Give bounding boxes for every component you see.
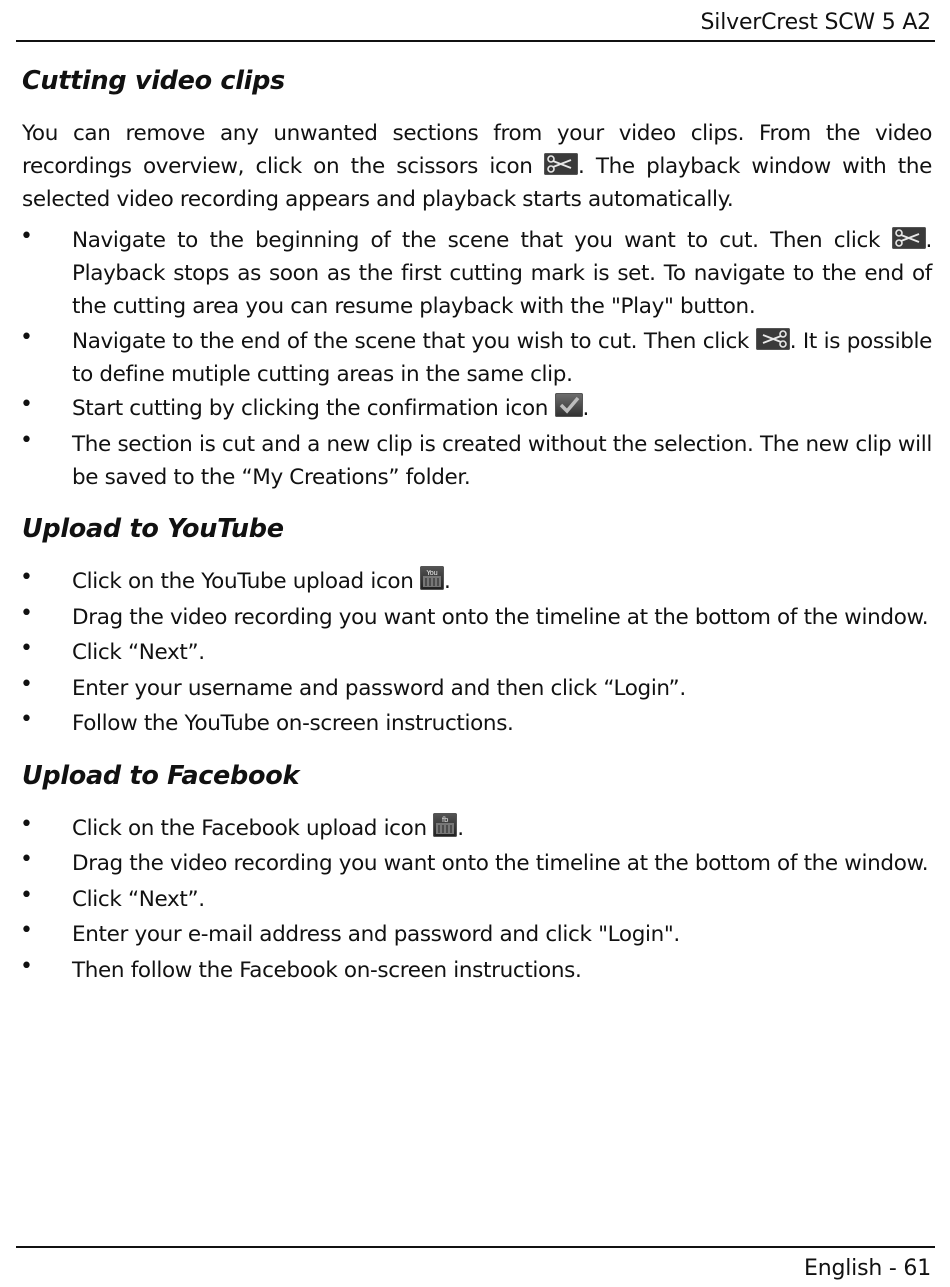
bullet — [20, 636, 30, 661]
bullet — [20, 918, 30, 943]
bullet — [20, 847, 30, 872]
bullet — [20, 812, 30, 837]
bullet — [20, 224, 30, 249]
scissors-icon — [892, 227, 926, 249]
section-title-facebook: Upload to Facebook — [22, 761, 300, 791]
facebook-upload-icon — [433, 813, 457, 837]
bullet — [20, 883, 30, 908]
page-number: English - 61 — [804, 1256, 931, 1281]
bullet — [20, 392, 30, 417]
svg-text:You: You — [426, 569, 438, 577]
checkmark-icon — [555, 393, 583, 417]
page-footer — [16, 1246, 935, 1287]
bullet — [20, 565, 30, 590]
section-title-cutting: Cutting video clips — [22, 66, 285, 96]
bullet — [20, 672, 30, 697]
scissors-icon — [756, 328, 790, 350]
youtube-upload-icon — [420, 566, 444, 590]
scissors-icon — [544, 153, 578, 175]
bullet — [20, 707, 30, 732]
bullet — [20, 601, 30, 626]
page-header — [16, 0, 935, 42]
bullet — [20, 954, 30, 979]
section-title-youtube: Upload to YouTube — [22, 514, 284, 544]
svg-text:fb: fb — [442, 816, 449, 824]
bullet — [20, 325, 30, 350]
cutting-intro: You can remove any unwanted sections from your video clips. From the video recordings overview, click on the scissors icon . The playback window with the selected video recording appears and playback starts automatically. — [22, 121, 932, 212]
bullet — [20, 428, 30, 453]
header-product: SilverCrest SCW 5 A2 — [700, 10, 931, 35]
